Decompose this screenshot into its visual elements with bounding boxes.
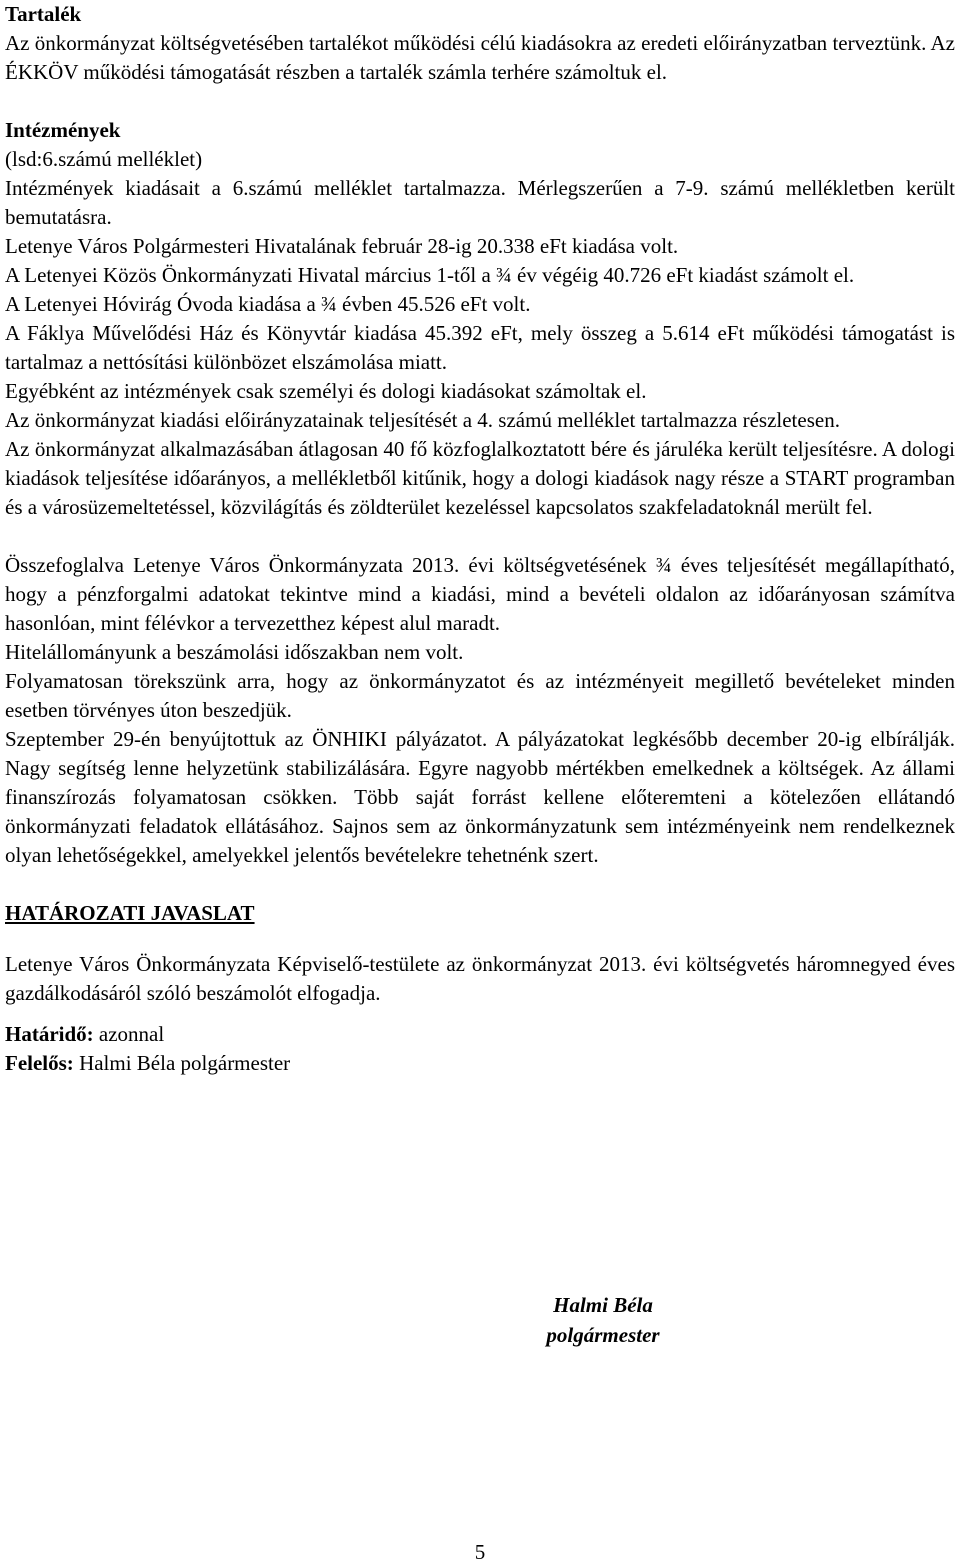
summary-paragraph: Szeptember 29-én benyújtottuk az ÖNHIKI pályázatot. A pályázatokat legkésőbb december 20-ig elbírálják. Nagy segítség lenne helyzetünk stabilizálására. Egyre nagyobb mértékben emelkednek a költségek. Az állami finanszírozás folyamatosan csökken. Több saját forrást kellene előteremteni a kötelezően ellátandó önkormányzati feladatok ellátásához. Sajnos sem az önkormányzatunk sem intézményeink nem rendelkeznek olyan lehetőségekkel, amelyekkel jelentős bevételekre tehetnénk szert. bbox=[5, 727, 955, 867]
spacer bbox=[5, 87, 955, 116]
intezmenyek-paragraph: Letenye Város Polgármesteri Hivatalának február 28-ig 20.338 eFt kiadása volt. bbox=[5, 234, 679, 258]
summary-paragraph: Hitelállományunk a beszámolási időszakban nem volt. bbox=[5, 640, 464, 664]
responsible-line bbox=[5, 1049, 955, 1078]
resolution-heading: HATÁROZATI JAVASLAT bbox=[5, 901, 255, 925]
intezmenyek-paragraph: A Letenyei Közös Önkormányzati Hivatal március 1-től a ¾ év végéig 40.726 eFt kiadást számolt el. bbox=[5, 263, 855, 287]
section-heading-tartalek: Tartalék bbox=[5, 2, 82, 26]
summary-paragraph: Összefoglalva Letenye Város Önkormányzata 2013. évi költségvetésének ¾ éves teljesítését megállapítható, hogy a pénzforgalmi adatokat tekintve mind a kiadási, mind a bevételi oldalon az időarányosan számítva hasonlóan, mint félévkor a tervezetthez képest alul maradt. bbox=[5, 553, 955, 635]
resolution-text: Letenye Város Önkormányzata Képviselő-testülete az önkormányzat 2013. évi költségvetés háromnegyed éves gazdálkodásáról szóló beszámolót elfogadja. bbox=[5, 952, 955, 1005]
spacer bbox=[5, 870, 955, 899]
section-heading-intezmenyek: Intézmények bbox=[5, 118, 121, 142]
spacer bbox=[5, 1008, 955, 1020]
page-number: 5 bbox=[474, 1540, 486, 1564]
deadline-line bbox=[5, 1020, 955, 1049]
intezmenyek-paragraph: A Letenyei Hóvirág Óvoda kiadása a ¾ évben 45.526 eFt volt. bbox=[5, 292, 531, 316]
signature-block bbox=[453, 1290, 753, 1350]
document-page bbox=[5, 0, 955, 1565]
intezmenyek-paragraph: Az önkormányzat alkalmazásában átlagosan 40 fő közfoglalkoztatott bére és járuléka került teljesítésre. A dologi kiadások teljesítése időarányos, a mellékletből kitűnik, hogy a dologi kiadások nagy része a START programban és a városüzemeltetéssel, közvilágítás és zöldterület kezeléssel kapcsolatos szakfeladatoknál merült fel. bbox=[5, 437, 955, 519]
deadline-value: azonnal bbox=[93, 1022, 165, 1046]
signature-name: Halmi Béla bbox=[553, 1293, 653, 1317]
responsible-value: Halmi Béla polgármester bbox=[73, 1051, 291, 1075]
tartalek-paragraph: Az önkormányzat költségvetésében tartalékot működési célú kiadásokra az eredeti előirányzatban terveztünk. Az ÉKKÖV működési támogatását részben a tartalék számla terhére számoltuk el. bbox=[5, 31, 955, 84]
spacer bbox=[5, 522, 955, 551]
intezmenyek-reference: (lsd:6.számú melléklet) bbox=[5, 147, 203, 171]
intezmenyek-paragraph: Egyébként az intézmények csak személyi és dologi kiadásokat számoltak el. bbox=[5, 379, 647, 403]
intezmenyek-paragraph: Az önkormányzat kiadási előirányzatainak teljesítését a 4. számú melléklet tartalmazza részletesen. bbox=[5, 408, 840, 432]
deadline-label: Határidő: bbox=[5, 1022, 94, 1046]
summary-paragraph: Folyamatosan törekszünk arra, hogy az önkormányzatot és az intézményeit megillető bevételeket minden esetben törvényes úton beszedjük. bbox=[5, 669, 955, 722]
intezmenyek-paragraph: Intézmények kiadásait a 6.számú melléklet tartalmazza. Mérlegszerűen a 7-9. számú mellékletben került bemutatásra. bbox=[5, 176, 955, 229]
intezmenyek-paragraph: A Fáklya Művelődési Ház és Könyvtár kiadása 45.392 eFt, mely összeg a 5.614 eFt működési támogatást is tartalmaz a nettósítási különbözet elszámolása miatt. bbox=[5, 321, 955, 374]
signature-title: polgármester bbox=[546, 1323, 660, 1347]
responsible-label: Felelős: bbox=[5, 1051, 74, 1075]
spacer bbox=[5, 928, 955, 950]
